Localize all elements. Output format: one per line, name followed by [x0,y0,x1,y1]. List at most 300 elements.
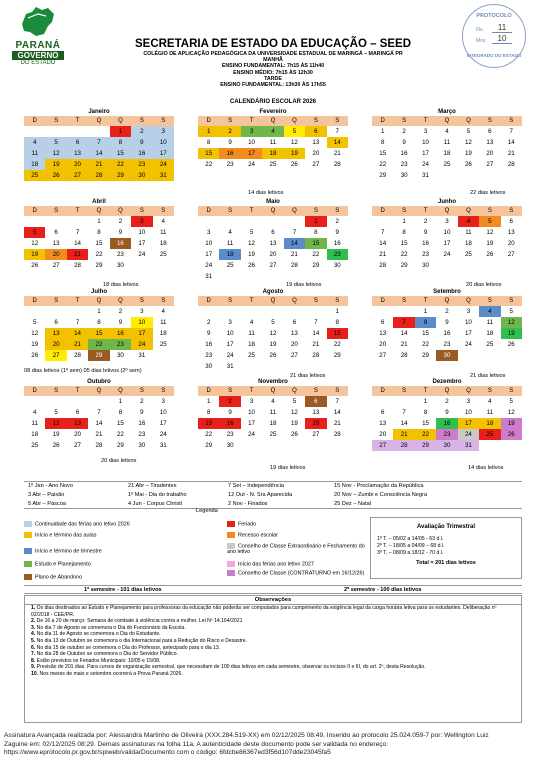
day-cell: 15 [95,240,103,247]
day-cell: 15 [327,328,348,339]
empty-cell [219,306,240,317]
day-cell: 2 [335,218,339,225]
avaliacao-row: 1º T. – 05/02 a 14/05 - 63 d.l. [377,536,444,542]
weekday-label: Q [96,208,102,214]
weekday-label: S [54,118,59,124]
weekday-label: T [75,118,80,124]
day-cell: 12 [269,330,277,337]
day-cell: 26 [464,161,472,168]
day-cell: 29 [400,262,408,269]
empty-cell [198,306,219,317]
parana-logo [6,4,70,82]
dias-letivos-label: 14 dias letivos [248,190,284,196]
day-cell: 22 [415,429,436,440]
day-cell: 14 [312,330,320,337]
weekday-header [198,116,348,126]
weekday-header [24,206,174,216]
day-cell: 7 [75,319,80,326]
observacao-number: 4. [31,631,37,638]
day-cell: 6 [54,229,58,236]
day-cell: 2 [445,308,449,315]
day-cell: 15 [379,150,387,157]
weekday-label: S [139,298,144,304]
weekday-label: S [313,208,318,214]
day-cell: 4 [445,128,449,135]
day-cell: 8 [402,229,406,236]
empty-cell [241,306,262,317]
day-cell: 25 [486,341,494,348]
day-cell: 20 [486,150,494,157]
stamp-fls-label: Fls. [476,27,485,33]
day-cell: 9 [228,409,232,416]
day-cell: 16 [443,330,451,337]
empty-cell [45,306,66,317]
holiday-item: 1º Mai - Dia do trabalho [128,492,187,498]
day-cell: 30 [116,262,124,269]
month-junho [372,198,522,271]
day-grid [372,306,522,361]
day-cell: 25 [443,161,451,168]
day-cell: 20 [45,249,66,260]
day-cell: 30 [436,350,457,361]
day-cell: 2 [402,128,406,135]
day-cell: 17 [458,418,479,429]
weekday-label: D [32,298,37,304]
header-line: ENSINO FUNDAMENTAL: 13h30 ÀS 17h55 [220,82,326,89]
dias-letivos-label: 22 dias letivos [470,190,506,196]
day-cell: 4 [458,216,479,227]
day-cell: 28 [333,431,341,438]
day-cell: 1 [97,218,101,225]
day-cell: 20 [507,240,515,247]
day-cell: 21 [67,339,88,350]
observacao-text: Estão previstos os Feriados Municipais: 10/05 e 15/08. [36,657,161,664]
footer-line: https://www.eprotocolo.pr.gov.br/spiweb/validarDocumento com o código: 6fdcbe86367ed3f56d107dde23045fa5 [4,749,331,757]
holiday-item: 7 Set – Independência [228,483,284,489]
day-cell: 8 [314,229,318,236]
legend-swatch [227,561,235,567]
day-cell: 21 [507,150,515,157]
day-cell: 19 [486,240,494,247]
month-name: Fevereiro [259,109,287,115]
day-cell: 21 [88,159,109,170]
weekday-header [372,116,522,126]
day-cell: 1 [423,308,428,315]
day-cell: 27 [45,350,66,361]
day-cell: 14 [507,139,515,146]
observacao-text: No dia 13 de Outubro se comemora o dia Internacional para a Redução do Risco e Desastre. [36,637,248,644]
day-cell: 9 [335,229,339,236]
day-cell: 16 [205,341,213,348]
day-cell: 7 [97,409,101,416]
weekday-label: Q [118,298,123,304]
observacao-text: Previsão de 201 dias. Para cursos de organização semestral, que necessitam de 100 dias letivos em cada semestre, observar os incisos II e III, do art. 2º, desta Resolução. [36,664,426,671]
day-cell: 9 [131,137,152,148]
weekday-label: T [75,208,80,214]
day-cell: 28 [290,262,298,269]
empty-cell [198,216,219,227]
day-cell: 12 [248,240,255,247]
empty-cell [372,396,393,407]
day-cell: 12 [290,139,298,146]
legend-swatch [227,532,235,538]
day-cell: 8 [335,319,339,326]
day-cell: 29 [205,442,213,449]
day-cell: 13 [486,139,494,146]
day-cell: 29 [116,442,124,449]
weekday-label: Q [96,118,102,124]
day-cell: 5 [466,128,471,135]
day-cell: 5 [479,216,500,227]
weekday-label: S [161,208,166,214]
day-cell: 9 [402,139,406,146]
day-cell: 20 [379,431,387,438]
day-cell: 19 [464,150,472,157]
weekday-label: D [32,388,37,394]
day-cell: 6 [509,218,513,225]
weekday-label: Q [466,298,471,304]
day-cell: 27 [486,161,494,168]
day-cell: 16 [138,420,146,427]
weekday-label: T [249,208,254,214]
day-cell: 28 [379,262,387,269]
day-cell: 26 [52,442,60,449]
day-cell: 16 [400,150,408,157]
day-cell: 29 [333,352,341,359]
day-cell: 25 [269,431,277,438]
day-cell: 3 [241,126,262,137]
day-cell: 2 [131,126,152,137]
day-cell: 16 [110,328,131,339]
day-cell: 11 [486,319,494,326]
weekday-label: S [139,118,144,124]
day-cell: 13 [52,240,60,247]
observacao-number: 9. [31,664,37,671]
day-cell: 18 [24,159,45,170]
month-name: Maio [266,199,280,205]
logo-sub2: DO ESTADO [20,60,56,66]
observacao-item [25,651,521,658]
day-cell: 30 [205,363,213,370]
logo-sub: GOVERNO [12,51,64,60]
day-cell: 4 [262,126,283,137]
weekday-label: Q [270,388,276,394]
observacao-text: No dia 7 de Agosto se comemora o Dia do Funcionário da Escola. [36,624,186,631]
day-cell: 6 [380,409,385,416]
day-cell: 25 [269,161,277,168]
weekday-label: Q [444,388,450,394]
observacao-text: No dia 11 de Agosto se comemora o Dia do Estudante. [36,631,161,638]
day-grid [198,126,348,170]
weekday-label: D [206,388,211,394]
day-cell: 7 [509,128,513,135]
weekday-label: S [228,208,233,214]
day-cell: 19 [290,420,298,427]
legend-swatch [24,521,32,527]
day-cell: 9 [423,229,428,236]
day-cell: 22 [205,161,213,168]
day-grid [372,126,522,181]
day-cell: 10 [226,330,234,337]
legend-item: Continuidade das férias ano letivo 2026 [24,521,130,527]
day-cell: 27 [290,352,298,359]
day-cell: 11 [269,409,277,416]
day-cell: 12 [31,330,39,337]
weekday-label: S [509,118,514,124]
stamp-fls-value: 11 [492,23,512,33]
day-cell: 31 [153,170,174,181]
weekday-label: D [32,118,37,124]
month-outubro [24,378,174,451]
day-cell: 21 [333,420,341,427]
day-cell: 28 [74,262,81,269]
day-cell: 22 [400,251,408,258]
day-cell: 28 [400,352,408,359]
empty-cell [45,216,66,227]
day-cell: 9 [228,139,232,146]
weekday-label: Q [270,298,276,304]
day-cell: 9 [118,229,123,236]
empty-cell [372,306,393,317]
observacoes-title: Observações [25,596,521,605]
day-cell: 1 [206,398,211,405]
day-cell: 11 [24,148,45,159]
day-cell: 7 [393,317,414,328]
day-cell: 24 [205,262,213,269]
day-cell: 31 [205,273,213,280]
day-cell: 10 [248,139,255,146]
day-cell: 11 [486,409,494,416]
weekday-header [372,206,522,216]
day-cell: 10 [159,409,167,416]
day-cell: 1 [423,398,428,405]
day-cell: 3 [131,216,152,227]
day-cell: 13 [45,328,66,339]
day-cell: 20 [305,418,326,429]
day-cell: 14 [327,137,348,148]
day-cell: 24 [131,339,152,350]
semesters [24,585,522,594]
day-cell: 24 [248,431,255,438]
holiday-item: 5 Abr – Páscoa [28,501,66,507]
day-cell: 10 [443,229,451,236]
day-cell: 19 [52,431,60,438]
day-cell: 9 [118,319,123,326]
day-cell: 10 [131,317,152,328]
weekday-label: S [139,388,144,394]
day-cell: 25 [159,251,167,258]
day-cell: 9 [206,330,211,337]
day-cell: 16 [110,238,131,249]
day-cell: 26 [486,251,494,258]
calendar-title: CALENDÁRIO ESCOLAR 2026 [229,99,316,105]
day-cell: 4 [271,398,275,405]
holiday-item: 25 Dez – Natal [334,501,372,507]
month-janeiro [24,108,174,181]
weekday-label: T [423,388,428,394]
day-cell: 14 [400,330,408,337]
legend-item: Feriado [227,521,256,527]
observacao-item [25,658,521,665]
day-cell: 18 [31,431,39,438]
day-cell: 25 [464,251,472,258]
avaliacao-trimestral [370,517,522,579]
weekday-label: S [487,208,492,214]
day-cell: 28 [95,442,103,449]
day-cell: 21 [95,431,103,438]
day-cell: 24 [138,251,146,258]
stamp-mov-label: Mov. [476,38,487,44]
day-cell: 19 [501,418,522,429]
day-cell: 20 [45,339,66,350]
stamp-mov-value: 10 [492,34,512,44]
legend-item: Conselho de Classe Extraordinário e Fechamento do ano letivo [227,543,365,556]
day-cell: 8 [380,139,385,146]
empty-cell [219,216,240,227]
day-cell: 14 [379,240,387,247]
weekday-label: T [249,298,254,304]
empty-cell [24,126,45,137]
day-cell: 8 [206,139,211,146]
month-name: Agosto [262,289,284,295]
day-cell: 6 [271,229,275,236]
legend-title: Legenda [196,508,218,514]
day-cell: 29 [415,440,436,451]
day-cell: 17 [241,148,262,159]
empty-cell [67,216,88,227]
weekday-header [198,206,348,216]
day-cell: 17 [153,148,174,159]
day-cell: 27 [52,262,60,269]
weekday-label: S [509,298,514,304]
day-cell: 17 [159,420,167,427]
day-cell: 18 [159,240,167,247]
weekday-header [198,386,348,396]
day-cell: 8 [97,319,101,326]
weekday-label: Q [96,388,102,394]
holiday-item: 1º Jan - Ano Novo [28,483,73,489]
day-cell: 24 [422,161,429,168]
day-cell: 4 [249,319,254,326]
weekday-label: D [380,388,385,394]
weekday-label: S [161,118,166,124]
day-cell: 13 [379,330,387,337]
day-cell: 10 [138,229,146,236]
observacao-item [25,638,521,645]
day-cell: 14 [400,420,408,427]
day-cell: 18 [269,420,277,427]
empty-cell [262,306,283,317]
weekday-label: Q [466,388,471,394]
weekday-label: D [32,208,37,214]
month-agosto [198,288,348,372]
weekday-label: Q [444,118,450,124]
day-cell: 23 [110,339,131,350]
weekday-label: S [402,118,407,124]
day-cell: 21 [290,251,298,258]
weekday-header [372,296,522,306]
day-cell: 23 [138,431,146,438]
weekday-label: Q [270,208,276,214]
day-cell: 2 [219,396,240,407]
weekday-header [372,386,522,396]
day-cell: 2 [118,218,123,225]
day-cell: 7 [88,137,109,148]
day-cell: 30 [333,262,341,269]
weekday-label: T [249,388,254,394]
day-cell: 25 [159,341,167,348]
logo-name: PARANÁ [15,40,61,51]
protocol-stamp [462,4,526,68]
observacao-number: 8. [31,657,37,664]
holiday-item: 4 Jun - Corpus Christi [128,501,183,507]
day-cell: 13 [507,229,515,236]
day-cell: 3 [466,398,471,405]
dias-letivos-label: 19 dias letivos [286,282,322,288]
day-cell: 7 [335,128,339,135]
weekday-label: D [380,118,385,124]
day-cell: 26 [507,341,515,348]
day-cell: 24 [226,352,234,359]
month-julho [24,288,174,361]
empty-cell [24,306,45,317]
day-cell: 29 [379,172,387,179]
day-cell: 15 [198,148,219,159]
avaliacao-row: 3º T. – 08/09 a 18/12 - 70 d.l. [377,549,444,556]
day-cell: 26 [290,431,298,438]
day-cell: 5 [509,398,513,405]
day-cell: 17 [138,240,146,247]
observacao-number: 10. [31,670,40,677]
day-cell: 20 [269,251,277,258]
day-cell: 5 [509,308,513,315]
day-cell: 9 [140,409,144,416]
empty-cell [262,216,283,227]
day-cell: 16 [219,418,240,429]
day-grid [24,216,174,271]
avaliacao-row: 2º T. – 18/05 a 04/09 – 68 d.l. [377,542,445,549]
day-cell: 29 [312,262,320,269]
weekday-label: D [206,208,211,214]
legend-item: Início das férias ano letivo 2027 [227,561,314,567]
month-setembro [372,288,522,361]
day-cell: 15 [422,420,429,427]
day-cell: 1 [198,126,219,137]
day-cell: 22 [110,159,131,170]
dias-letivos-label: 20 dias letivos [466,282,502,288]
day-cell: 6 [54,319,58,326]
observacao-number: 1. [31,605,37,611]
day-cell: 20 [290,341,298,348]
day-grid [372,216,522,271]
day-cell: 1 [118,398,123,405]
day-cell: 9 [445,319,449,326]
day-cell: 7 [380,229,385,236]
day-cell: 23 [400,161,408,168]
observacao-item [25,645,521,652]
day-cell: 15 [422,330,429,337]
day-cell: 29 [422,352,429,359]
day-cell: 1 [305,216,326,227]
day-cell: 12 [464,139,472,146]
day-cell: 5 [54,409,58,416]
observacao-number: 5. [31,637,37,644]
day-cell: 28 [393,440,414,451]
day-cell: 30 [226,442,234,449]
weekday-label: S [54,298,59,304]
day-cell: 5 [32,319,37,326]
day-cell: 17 [422,150,429,157]
